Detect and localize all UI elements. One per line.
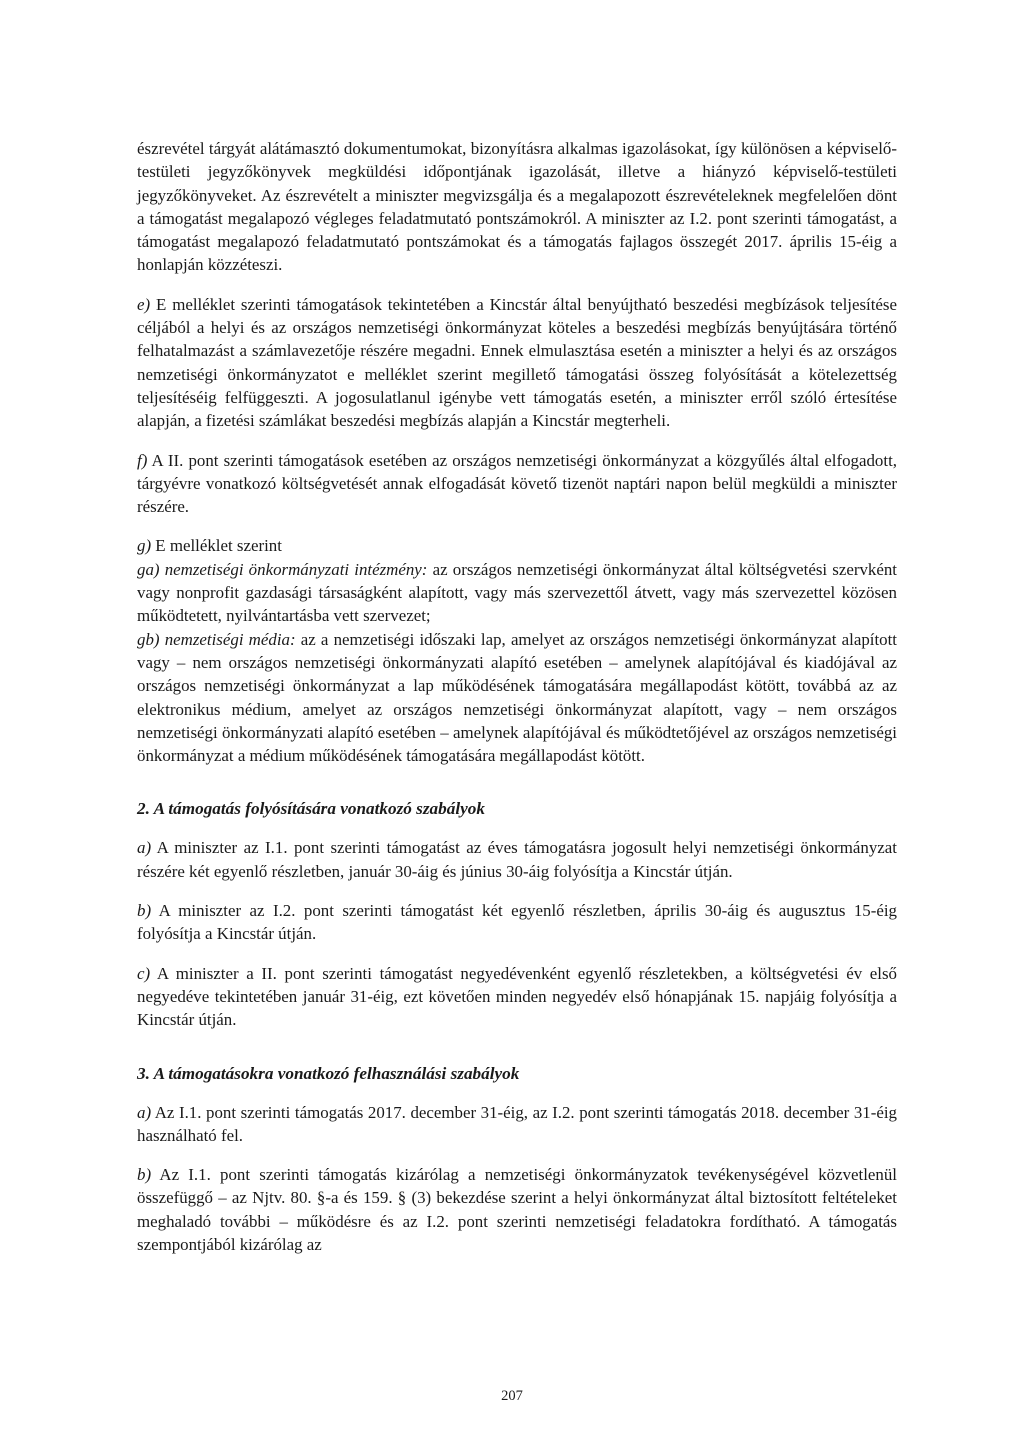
section-3-number: 3.	[137, 1063, 150, 1083]
section-3-paragraph-b	[137, 1163, 897, 1256]
paragraph-e-label: e)	[137, 294, 151, 314]
section-2-paragraph-c	[137, 962, 897, 1032]
section-2-paragraph-a	[137, 836, 897, 883]
paragraph-g-text: E melléklet szerint	[151, 536, 282, 556]
paragraph-intro: észrevétel tárgyát alátámasztó dokumentumokat, bizonyításra alkalmas igazolásokat, így különösen a képviselő-testületi jegyzőkönyvek megküldési időpontjának igazolását, illetve a hiányzó képviselő-testületi jegyzőkönyveket. Az észrevételt a miniszter megvizsgálja és a megalapozott észrevételeknek megfelelően dönt a támogatást megalapozó végleges feladatmutató pontszámokról. A miniszter az I.2. pont szerinti támogatást, a támogatást megalapozó feladatmutató pontszámokat és a támogatás fajlagos összegét 2017. április 15-éig a honlapján közzéteszi.	[137, 139, 897, 275]
paragraph-ga-term: nemzetiségi önkormányzati intézmény:	[164, 559, 428, 579]
paragraph-gb	[137, 628, 897, 768]
paragraph-g-label: g)	[137, 536, 152, 556]
section-3-paragraph-a	[137, 1101, 897, 1148]
section-2-a-text: A miniszter az I.1. pont szerinti támogatást az éves támogatásra jogosult helyi nemzetiségi önkormányzat részére két egyenlő részletben, január 30-áig és június 30-áig folyósítja a Kincstár útján.	[137, 838, 897, 881]
section-3-a-text: Az I.1. pont szerinti támogatás 2017. december 31-éig, az I.2. pont szerinti támogatás 2018. december 31-éig használható fel.	[137, 1102, 897, 1145]
section-2-paragraph-b	[137, 899, 897, 946]
paragraph-e-text: E melléklet szerinti támogatások tekintetében a Kincstár által benyújtható beszedési megbízások teljesítése céljából a helyi és az országos nemzetiségi önkormányzat köteles a beszedési megbízás benyújtására történő felhatalmazást a számlavezetője részére megadni. Ennek elmulasztása esetén a miniszter a helyi és az országos nemzetiségi önkormányzatot e melléklet szerint megillető támogatási összeg folyósítását a kötelezettség teljesítéséig felfüggeszti. A jogosulatlanul igénybe vett támogatás esetén, a miniszter erről szóló értesítése alapján, a fizetési számlákat beszedési megbízás alapján a Kincstár megterheli.	[137, 294, 897, 431]
section-2-title: A támogatás folyósítására vonatkozó szabályok	[153, 799, 485, 819]
paragraph-ga-text: az országos nemzetiségi önkormányzat által költségvetési szervként vagy nonprofit gazdasági társaságként alapított, vagy más szervezettől átvett, vagy más szervezettel közösen működtetett, nyilvántartásba vett szervezet;	[137, 559, 898, 626]
paragraph-ga	[137, 558, 897, 628]
section-3-title: A támogatásokra vonatkozó felhasználási szabályok	[153, 1063, 520, 1083]
paragraph-f	[137, 449, 897, 519]
section-3-heading	[137, 1062, 897, 1085]
paragraph-gb-text: az a nemzetiségi időszaki lap, amelyet az országos nemzetiségi önkormányzat alapított vagy – nem országos nemzetiségi önkormányzati alapító esetében – amelynek alapítójával és kiadójával az országos nemzetiségi önkormányzat a lap működésének támogatására megállapodást kötött, továbbá az az elektronikus médium, amelyet az országos nemzetiségi önkormányzat alapított, vagy – nem országos nemzetiségi önkormányzati alapító esetében – amelynek alapítójával és működtetőjével az országos nemzetiségi önkormányzat a médium működésének támogatására megállapodást kötött.	[137, 629, 897, 766]
paragraph-g	[137, 534, 897, 557]
paragraph-gb-term: nemzetiségi média:	[164, 629, 296, 649]
paragraph-f-label: f)	[137, 450, 148, 470]
section-2-b-label: b)	[137, 901, 152, 921]
paragraph-e	[137, 293, 897, 433]
section-2-heading	[137, 797, 897, 820]
page-number: 207	[501, 1388, 523, 1404]
section-2-c-text: A miniszter a II. pont szerinti támogatást negyedévenként egyenlő részletekben, a költségvetési év első negyedéve tekintetében január 31-éig, ezt követően minden negyedév első hónapjának 15. napjáig folyósítja a Kincstár útján.	[137, 963, 897, 1030]
section-3-b-text: Az I.1. pont szerinti támogatás kizárólag a nemzetiségi önkormányzatok tevékenységével közvetlenül összefüggő – az Njtv. 80. §-a és 159. § (3) bekezdése szerint a helyi önkormányzat által biztosított feltételeket meghaladó további – működésre és az I.2. pont szerinti nemzetiségi feladatokra fordítható. A támogatás szempontjából kizárólag az	[137, 1165, 897, 1254]
section-2-a-label: a)	[137, 838, 152, 858]
section-3-b-label: b)	[137, 1165, 152, 1185]
paragraph-gb-label: gb)	[137, 629, 160, 649]
paragraph-f-text: A II. pont szerinti támogatások esetében az országos nemzetiségi önkormányzat a közgyűlés által elfogadott, tárgyévre vonatkozó költségvetését annak elfogadását követő tizenöt naptári napon belül megküldi a miniszter részére.	[137, 450, 897, 517]
paragraph-ga-label: ga)	[137, 559, 160, 579]
section-2-c-label: c)	[137, 963, 151, 983]
section-2-number: 2.	[137, 799, 150, 819]
section-3-a-label: a)	[137, 1102, 152, 1122]
section-2-b-text: A miniszter az I.2. pont szerinti támogatást két egyenlő részletben, április 30-áig és augusztus 15-éig folyósítja a Kincstár útján.	[137, 901, 897, 944]
page-body	[137, 137, 897, 1256]
